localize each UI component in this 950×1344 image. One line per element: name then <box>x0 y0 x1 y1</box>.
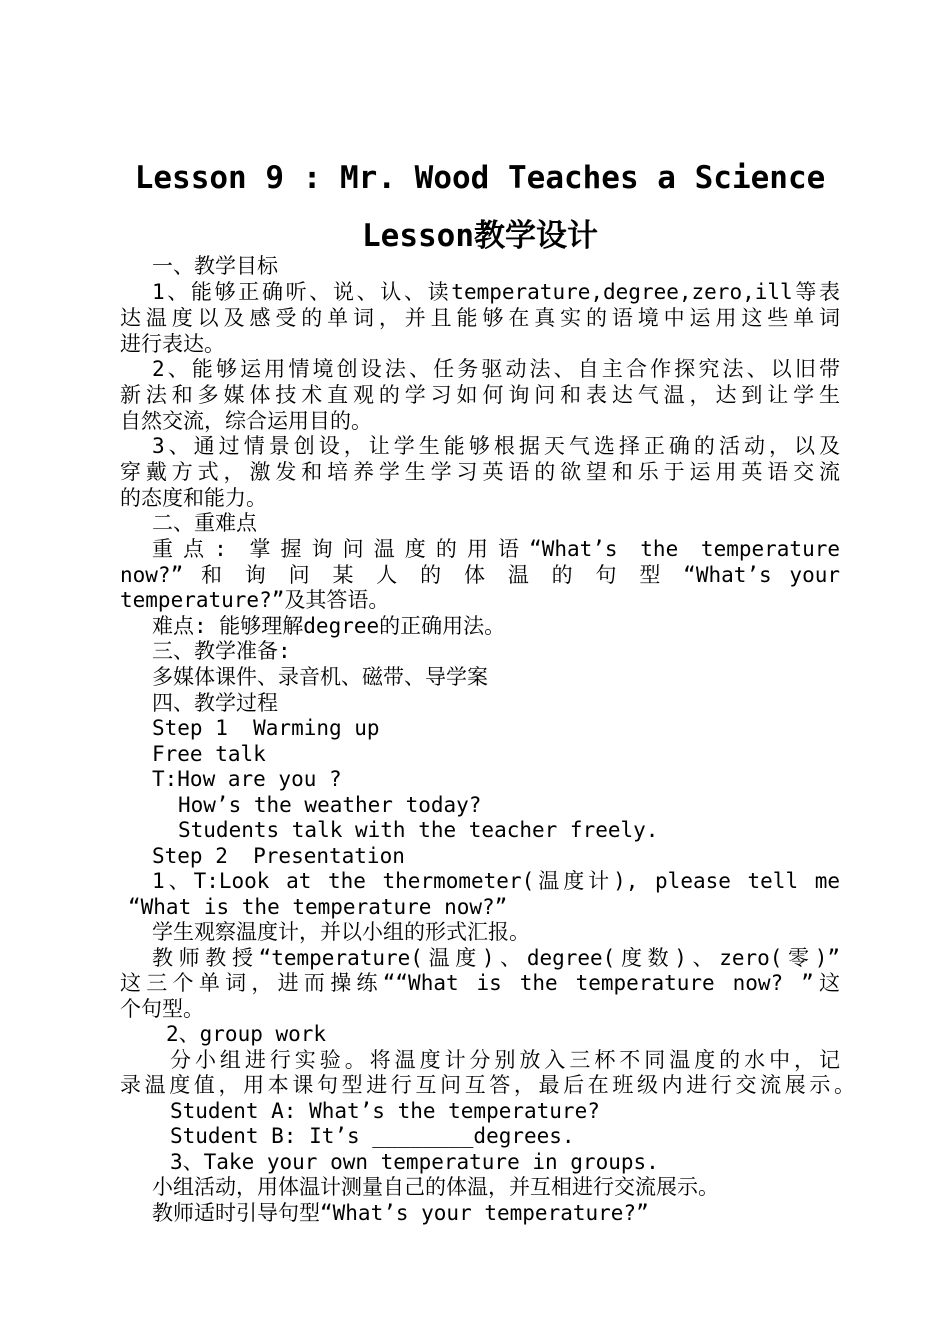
paragraph-line: now?” 和 询 问 某 人 的 体 温 的 句 型 “What’s your <box>120 563 840 587</box>
paragraph-line: 教师适时引导句型“What’s your temperature?” <box>152 1201 649 1225</box>
paragraph-line: 个句型。 <box>120 997 204 1021</box>
paragraph-line: 2、能够运用情境创设法、任务驱动法、自主合作探究法、以旧带 <box>152 357 840 381</box>
paragraph-line: 新法和多媒体技术直观的学习如何询问和表达气温，达到让学生 <box>120 383 840 407</box>
paragraph-line: 录温度值，用本课句型进行互问互答，最后在班级内进行交流展示。 <box>120 1073 855 1097</box>
paragraph-line: 这三个单词，进而操练““What is the temperature now? ”这 <box>120 971 840 995</box>
section-heading-objectives: 一、教学目标 <box>152 254 278 278</box>
lesson-title-line-1: Lesson 9 : Mr. Wood Teaches a Science <box>134 160 826 196</box>
section-heading-process: 四、教学过程 <box>152 691 278 715</box>
paragraph-line: T:How are you ? <box>152 767 342 791</box>
paragraph-line: 2、group work <box>166 1022 327 1046</box>
dialogue-line: Student B: It’s ________degrees. <box>170 1124 575 1148</box>
paragraph-line: Students talk with the teacher freely. <box>178 818 659 842</box>
paragraph-line: 进行表达。 <box>120 332 225 356</box>
paragraph-line: 多媒体课件、录音机、磁带、导学案 <box>152 665 488 689</box>
paragraph-line: 3、通过情景创设，让学生能够根据天气选择正确的活动，以及 <box>152 434 840 458</box>
paragraph-line: 达温度以及感受的单词，并且能够在真实的语境中运用这些单词 <box>120 306 840 330</box>
paragraph-line: How’s the weather today? <box>178 793 482 817</box>
section-heading-key-points: 二、重难点 <box>152 511 257 535</box>
paragraph-line: 教师教授“temperature(温度)、degree(度数)、zero(零)” <box>152 946 840 970</box>
paragraph-line: 难点: 能够理解degree的正确用法。 <box>152 614 506 638</box>
paragraph-line: 重点: 掌握询问温度的用语“What’s the temperature <box>152 537 840 561</box>
step-heading: Step 2 Presentation <box>152 844 405 868</box>
paragraph-line: Free talk <box>152 742 266 766</box>
paragraph-line: temperature?”及其答语。 <box>120 588 390 612</box>
paragraph-line: 3、Take your own temperature in groups. <box>170 1150 659 1174</box>
lesson-title-line-2: Lesson教学设计 <box>362 218 598 254</box>
paragraph-line: 的态度和能力。 <box>120 486 267 510</box>
section-heading-preparation: 三、教学准备: <box>152 639 291 663</box>
paragraph-line: 小组活动，用体温计测量自己的体温，并互相进行交流展示。 <box>152 1175 719 1199</box>
step-heading: Step 1 Warming up <box>152 716 380 740</box>
paragraph-line: 分小组进行实验。将温度计分别放入三杯不同温度的水中，记 <box>170 1048 840 1072</box>
paragraph-line: 自然交流，综合运用目的。 <box>120 409 372 433</box>
paragraph-line: 穿戴方式，激发和培养学生学习英语的欲望和乐于运用英语交流 <box>120 460 840 484</box>
paragraph-line: 学生观察温度计，并以小组的形式汇报。 <box>152 920 530 944</box>
dialogue-line: Student A: What’s the temperature? <box>170 1099 600 1123</box>
paragraph-line: 1、能够正确听、说、认、读temperature,degree,zero,ill等表 <box>152 280 840 304</box>
paragraph-line: 1、T:Look at the thermometer(温度计), please tell me <box>152 869 840 893</box>
paragraph-line: “What is the temperature now?” <box>128 895 508 919</box>
